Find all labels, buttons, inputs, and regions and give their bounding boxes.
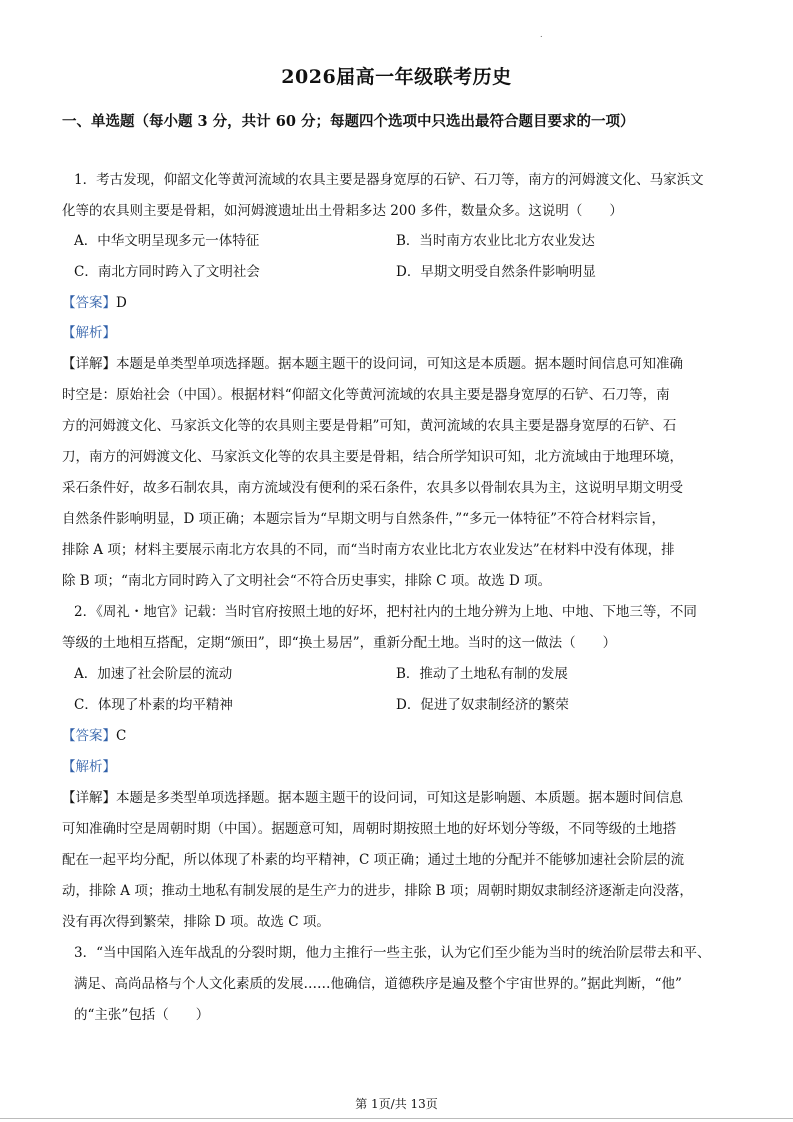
q2-stem-line1: 2．《周礼・地官》记载：当时官府按照土地的好坏，把村社内的土地分辨为上地、中地、下地三等，不同	[74, 604, 697, 620]
q1-option-b: B．当时南方农业比北方农业发达	[396, 233, 595, 249]
answer-value: D	[116, 295, 127, 311]
detail-text: 本题是单类型单项选择题。据本题主题干的设问词，可知这是本质题。据本题时间信息可知准确	[116, 356, 683, 372]
q2-stem-line2: 等级的土地相互搭配，定期“颁田”，即“换土易居”，重新分配土地。当时的这一做法（ ）	[62, 635, 617, 651]
q1-answer	[62, 293, 127, 313]
detail-tag: 【详解】	[62, 356, 116, 372]
q2-option-c: C．体现了朴素的均平精神	[74, 697, 233, 713]
q3-stem-line: 满足、高尚品格与个人文化素质的发展……他确信，道德秩序是遍及整个宇宙世界的。”据此判断，“他”	[74, 976, 682, 992]
section-heading: 一、单选题（每小题 3 分，共计 60 分；每题四个选项中只选出最符合题目要求的一项）	[62, 113, 635, 130]
q1-option-a: A．中华文明呈现多元一体特征	[74, 233, 260, 249]
q2-detail-line: 可知准确时空是周朝时期（中国）。据题意可知，周朝时期按照土地的好坏划分等级，不同等级的土地搭	[62, 821, 677, 837]
q2-option-b: B．推动了土地私有制的发展	[396, 666, 568, 682]
q1-stem-line2: 化等的农具则主要是骨耜，如河姆渡遗址出土骨耜多达 200 多件，数量众多。这说明（ ）	[62, 203, 623, 219]
page-footer: 第 1页/共 13页	[355, 1097, 438, 1111]
q1-detail-line: 采石条件好，故多石制农具，南方流域没有便利的采石条件，农具多以骨制农具为主，这说明早期文明受	[62, 480, 683, 496]
q2-option-a: A．加速了社会阶层的流动	[74, 666, 233, 682]
q2-detail-line: 动，排除 A 项；推动土地私有制发展的是生产力的进步，排除 B 项；周朝时期奴隶制经济逐渐走向没落，	[62, 883, 693, 899]
scan-mark: .	[540, 30, 543, 39]
q1-detail-line: 时空是：原始社会（中国）。根据材料“仰韶文化等黄河流域的农具主要是器身宽厚的石铲、石刀等，南	[62, 387, 670, 403]
q3-stem-line: 的“主张”包括（ ）	[74, 1007, 210, 1023]
q1-detail-line: 自然条件影响明显，D 项正确；本题宗旨为“早期文明与自然条件，”“多元一体特征”不符合材料宗旨，	[62, 511, 665, 527]
q2-detail-line	[62, 788, 683, 808]
q3-stem-line: 3．“当中国陷入连年战乱的分裂时期，他力主推行一些主张，认为它们至少能为当时的统治阶层带去和平、	[74, 945, 711, 961]
answer-tag: 【答案】	[62, 295, 116, 311]
q1-detail-line	[62, 354, 683, 374]
detail-tag: 【详解】	[62, 790, 116, 806]
q1-analysis-tag: 【解析】	[62, 325, 116, 341]
q1-stem-line1: 1．考古发现，仰韶文化等黄河流域的农具主要是器身宽厚的石铲、石刀等，南方的河姆渡文化、马家浜文	[74, 172, 704, 188]
answer-tag: 【答案】	[62, 728, 116, 744]
q2-answer	[62, 726, 126, 746]
q1-option-c: C．南北方同时跨入了文明社会	[74, 264, 260, 280]
bottom-divider	[0, 1118, 793, 1119]
q2-detail-line: 没有再次得到繁荣，排除 D 项。故选 C 项。	[62, 914, 330, 930]
q2-detail-line: 配在一起平均分配，所以体现了朴素的均平精神，C 项正确；通过土地的分配并不能够加速社会阶层的流	[62, 852, 685, 868]
q1-detail-line: 除 B 项；“南北方同时跨入了文明社会“不符合历史事实，排除 C 项。故选 D 项。	[62, 573, 552, 589]
q1-detail-line: 刀，南方的河姆渡文化、马家浜文化等的农具主要是骨耜，结合所学知识可知，北方流域由于地理环境，	[62, 449, 683, 465]
q1-detail-line: 排除 A 项；材料主要展示南北方农具的不同，而“当时南方农业比北方农业发达”在材料中没有体现，排	[62, 542, 675, 558]
answer-value: C	[116, 728, 127, 744]
q2-analysis-tag: 【解析】	[62, 759, 116, 775]
q1-option-d: D．早期文明受自然条件影响明显	[396, 264, 596, 280]
detail-text: 本题是多类型单项选择题。据本题主题干的设问词，可知这是影响题、本质题。据本题时间信息	[116, 790, 683, 806]
exam-title: 2026届高一年级联考历史	[281, 66, 512, 88]
q1-detail-line: 方的河姆渡文化、马家浜文化等的农具则主要是骨耜”可知，黄河流域的农具主要是器身宽厚的石铲、石	[62, 418, 677, 434]
q2-option-d: D．促进了奴隶制经济的繁荣	[396, 697, 569, 713]
